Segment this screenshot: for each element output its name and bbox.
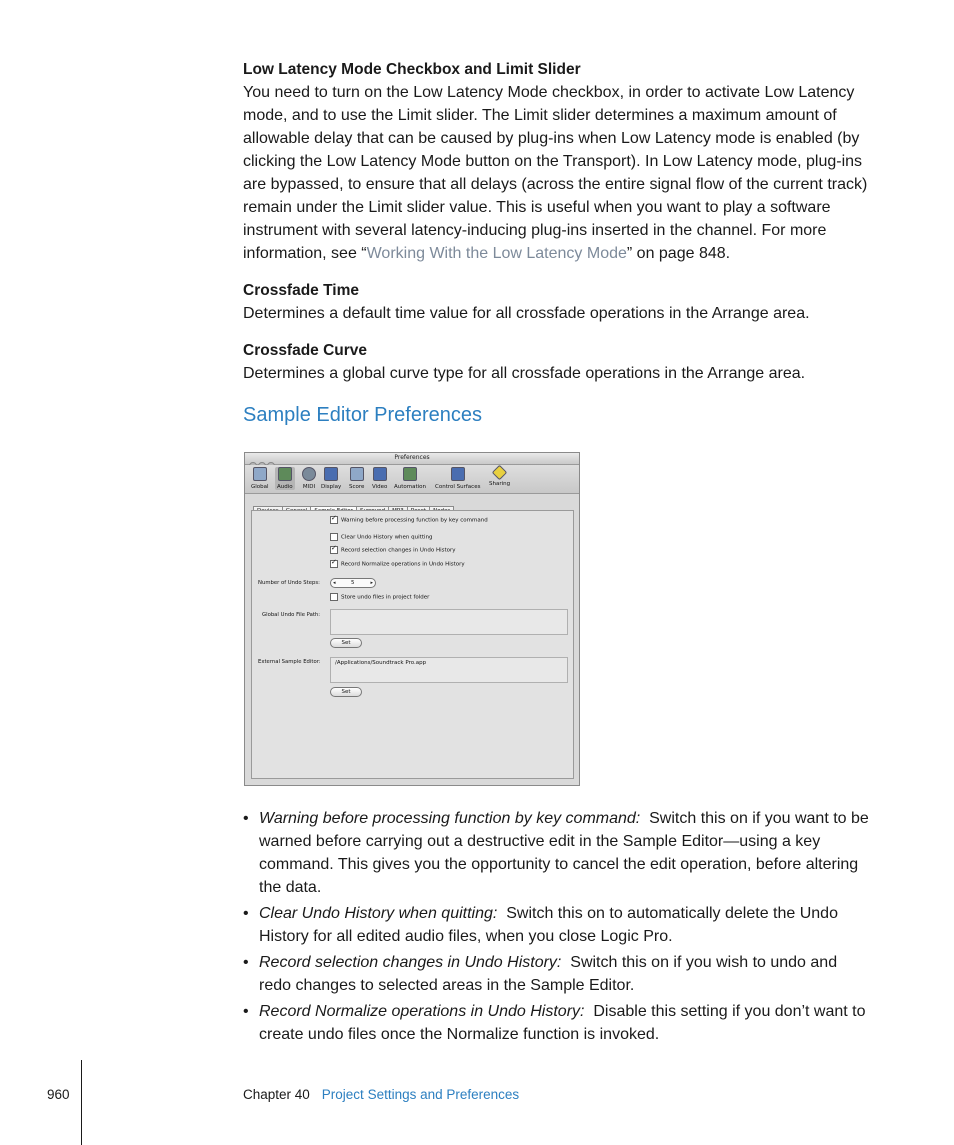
checkbox-label: Warning before processing function by key command: [341, 517, 488, 524]
score-icon: [350, 467, 364, 481]
bullet-text: Disable this setting if you don’t want to create undo files once the Normalize function is invoked.: [259, 1003, 866, 1043]
bullet-term: Warning before processing function by key command:: [259, 810, 641, 827]
low-latency-link[interactable]: Working With the Low Latency Mode: [366, 245, 627, 262]
clear-undo-checkbox-row[interactable]: [330, 533, 433, 541]
bullet-term: Record selection changes in Undo History:: [259, 954, 562, 971]
list-item: [243, 1000, 873, 1046]
record-selection-checkbox-row[interactable]: [330, 546, 456, 554]
page-number: 960: [47, 1087, 70, 1102]
main-content: [243, 58, 873, 385]
bullet-text: Switch this on if you want to be warned before carrying out a destructive edit in the Sample Editor—using a key command. This gives you the opportunity to cancel the edit operation, before altering the data.: [259, 810, 869, 896]
window-title: Preferences: [394, 454, 430, 461]
bullet: •: [243, 954, 249, 971]
list-item: [243, 951, 873, 997]
video-icon: [373, 467, 387, 481]
toolbar-label: Audio: [277, 484, 293, 490]
undo-steps-stepper[interactable]: [330, 578, 376, 588]
undo-steps-value: 5: [351, 580, 355, 586]
warning-checkbox[interactable]: [330, 516, 338, 524]
toolbar-label: Automation: [394, 484, 427, 490]
toolbar-label: Control Surfaces: [435, 484, 481, 490]
toolbar-label: Video: [372, 484, 388, 490]
bullet-term: Record Normalize operations in Undo History:: [259, 1003, 585, 1020]
preferences-window-screenshot: [244, 452, 580, 786]
toolbar-audio[interactable]: [275, 467, 295, 490]
low-latency-text-end: ” on page 848.: [626, 245, 731, 262]
checkbox-label: Store undo files in project folder: [341, 594, 430, 601]
global-undo-set-button[interactable]: Set: [330, 638, 362, 648]
toolbar-label: Display: [321, 484, 342, 490]
toolbar-score[interactable]: [349, 467, 364, 490]
bullet-term: Clear Undo History when quitting:: [259, 905, 498, 922]
undo-steps-label: Number of Undo Steps:: [258, 580, 320, 586]
list-item: [243, 902, 873, 948]
global-undo-path-field[interactable]: [330, 609, 568, 635]
display-icon: [324, 467, 338, 481]
options-list: [243, 807, 873, 1049]
automation-icon: [403, 467, 417, 481]
toolbar-label: Sharing: [489, 481, 511, 487]
toolbar-video[interactable]: [372, 467, 387, 490]
low-latency-body: [243, 81, 873, 265]
toolbar-global[interactable]: [251, 467, 269, 490]
sample-editor-heading: Sample Editor Preferences: [243, 404, 483, 426]
warning-checkbox-row[interactable]: [330, 516, 488, 524]
toolbar-sharing[interactable]: [489, 467, 510, 487]
low-latency-heading: Low Latency Mode Checkbox and Limit Slider: [243, 61, 581, 78]
prefs-toolbar: [245, 465, 579, 494]
low-latency-text: You need to turn on the Low Latency Mode checkbox, in order to activate Low Latency mode, and to use the Limit slider. The Limit slider determines a maximum amount of allowable delay that can be caused by plug-ins when Low Latency mode is enabled (by clicking the Low Latency Mode button on the Transport). In Low Latency mode, plug-ins are bypassed, to ensure that all delays (across the entire signal flow of the current track) remain under the Limit slider value. This is useful when you want to play a software instrument with several latency-inducing plug-ins inserted in the channel. For more information, see “: [243, 84, 868, 262]
external-editor-value: /Applications/Soundtrack Pro.app: [335, 660, 427, 666]
toolbar-automation[interactable]: [394, 467, 426, 490]
record-normalize-checkbox-row[interactable]: [330, 560, 465, 568]
crossfade-time-heading: Crossfade Time: [243, 282, 360, 299]
record-normalize-checkbox[interactable]: [330, 560, 338, 568]
prefs-tabs: [253, 497, 453, 508]
toolbar-label: MIDI: [302, 484, 316, 490]
store-undo-checkbox-row[interactable]: [330, 593, 429, 601]
toolbar-display[interactable]: [321, 467, 341, 490]
chapter-label: Chapter 40: [243, 1087, 310, 1102]
global-icon: [253, 467, 267, 481]
checkbox-label: Record Normalize operations in Undo History: [341, 561, 465, 568]
crossfade-curve-body: Determines a global curve type for all crossfade operations in the Arrange area.: [243, 365, 806, 382]
store-undo-checkbox[interactable]: [330, 593, 338, 601]
toolbar-label: Score: [349, 484, 365, 490]
external-editor-label: External Sample Editor:: [258, 659, 321, 665]
chapter-footer: [243, 1087, 519, 1102]
toolbar-label: Global: [251, 484, 269, 490]
toolbar-midi[interactable]: [302, 467, 316, 490]
checkbox-label: Record selection changes in Undo History: [341, 547, 456, 554]
checkbox-label: Clear Undo History when quitting: [341, 534, 433, 541]
external-editor-set-button[interactable]: Set: [330, 687, 362, 697]
sharing-icon: [492, 465, 508, 481]
decrement-icon[interactable]: ◂: [333, 580, 336, 586]
crossfade-time-body: Determines a default time value for all crossfade operations in the Arrange area.: [243, 305, 810, 322]
record-selection-checkbox[interactable]: [330, 546, 338, 554]
bullet: •: [243, 1003, 249, 1020]
crossfade-curve-heading: Crossfade Curve: [243, 342, 368, 359]
clear-undo-checkbox[interactable]: [330, 533, 338, 541]
external-editor-field[interactable]: [330, 657, 568, 683]
audio-icon: [278, 467, 292, 481]
global-undo-path-label: Global Undo File Path:: [262, 612, 321, 618]
bullet: •: [243, 905, 249, 922]
window-titlebar: [245, 453, 579, 465]
bullet-text: Switch this on to automatically delete the Undo History for all edited audio files, when you close Logic Pro.: [259, 905, 838, 945]
sample-editor-panel: [251, 510, 574, 779]
control-surfaces-icon: [451, 467, 465, 481]
chapter-title-link[interactable]: Project Settings and Preferences: [321, 1087, 520, 1102]
toolbar-control-surfaces[interactable]: [435, 467, 480, 490]
bullet: •: [243, 810, 249, 827]
bullet-text: Switch this on if you wish to undo and redo changes to selected areas in the Sample Editor.: [259, 954, 838, 994]
footer-divider: [81, 1060, 82, 1145]
list-item: [243, 807, 873, 899]
midi-icon: [302, 467, 316, 481]
increment-icon[interactable]: ▸: [370, 580, 373, 586]
